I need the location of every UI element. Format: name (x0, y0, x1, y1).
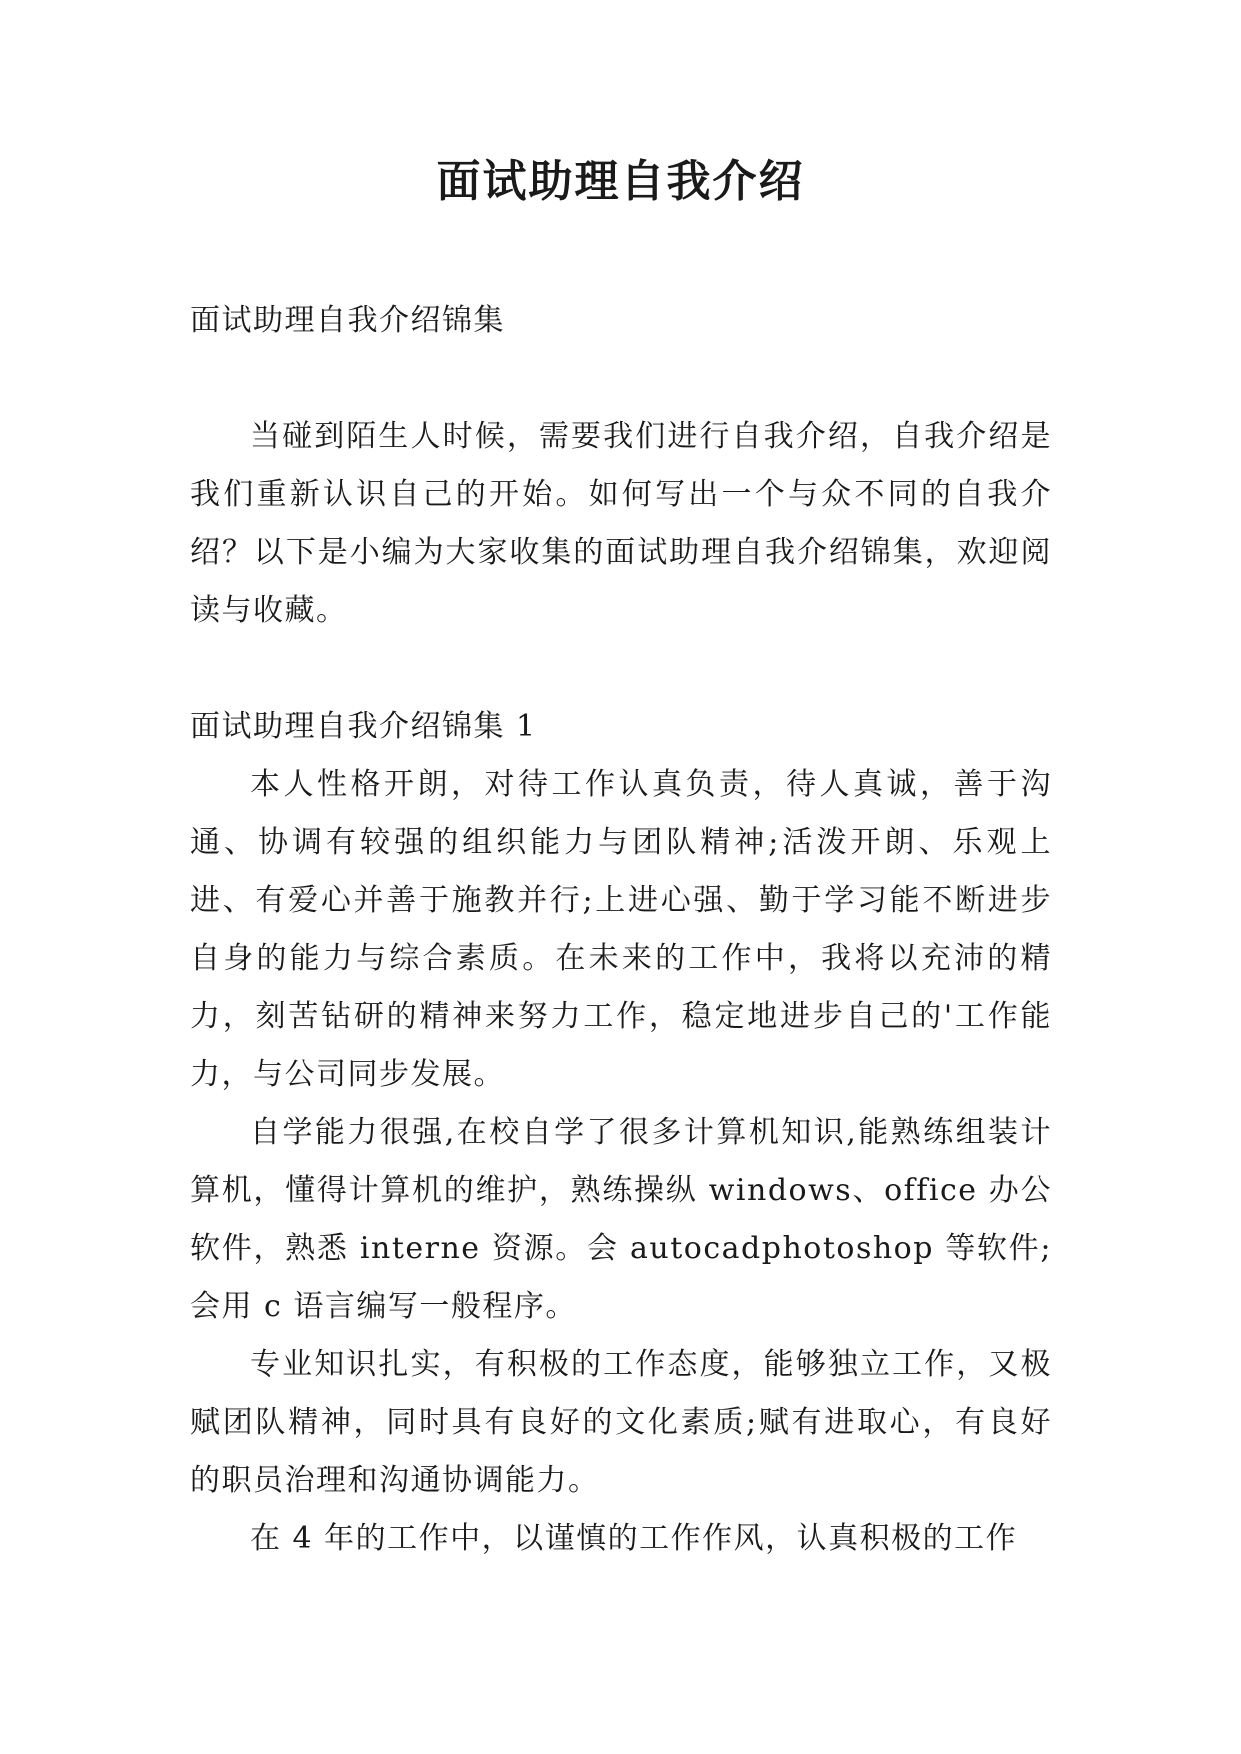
document-title: 面试助理自我介绍 (436, 156, 805, 207)
intro-paragraph: 当碰到陌生人时候，需要我们进行自我介绍，自我介绍是我们重新认识自己的开始。如何写出一个与众不同的自我介绍？以下是小编为大家收集的面试助理自我介绍锦集，欢迎阅读与收藏。 (190, 419, 1052, 628)
body-paragraph: 在 4 年的工作中，以谨慎的工作作风，认真积极的工作 (250, 1521, 1018, 1556)
document-subtitle: 面试助理自我介绍锦集 (190, 303, 505, 338)
body-paragraph: 专业知识扎实，有积极的工作态度，能够独立工作，又极赋团队精神，同时具有良好的文化素质;赋有进取心，有良好的职员治理和沟通协调能力。 (190, 1347, 1052, 1498)
document-body (190, 292, 1052, 1568)
body-paragraph: 自学能力很强,在校自学了很多计算机知识,能熟练组装计算机，懂得计算机的维护，熟练操纵 windows、office 办公软件，熟悉 interne 资源。会 autocadphotoshop 等软件;会用 c 语言编写一般程序。 (190, 1115, 1052, 1324)
body-paragraph: 本人性格开朗，对待工作认真负责，待人真诚，善于沟通、协调有较强的组织能力与团队精神;活泼开朗、乐观上进、有爱心并善于施教并行;上进心强、勤于学习能不断进步自身的能力与综合素质。在未来的工作中，我将以充沛的精力，刻苦钻研的精神来努力工作，稳定地进步自己的'工作能力，与公司同步发展。 (190, 767, 1052, 1092)
section-heading: 面试助理自我介绍锦集 1 (190, 709, 537, 744)
